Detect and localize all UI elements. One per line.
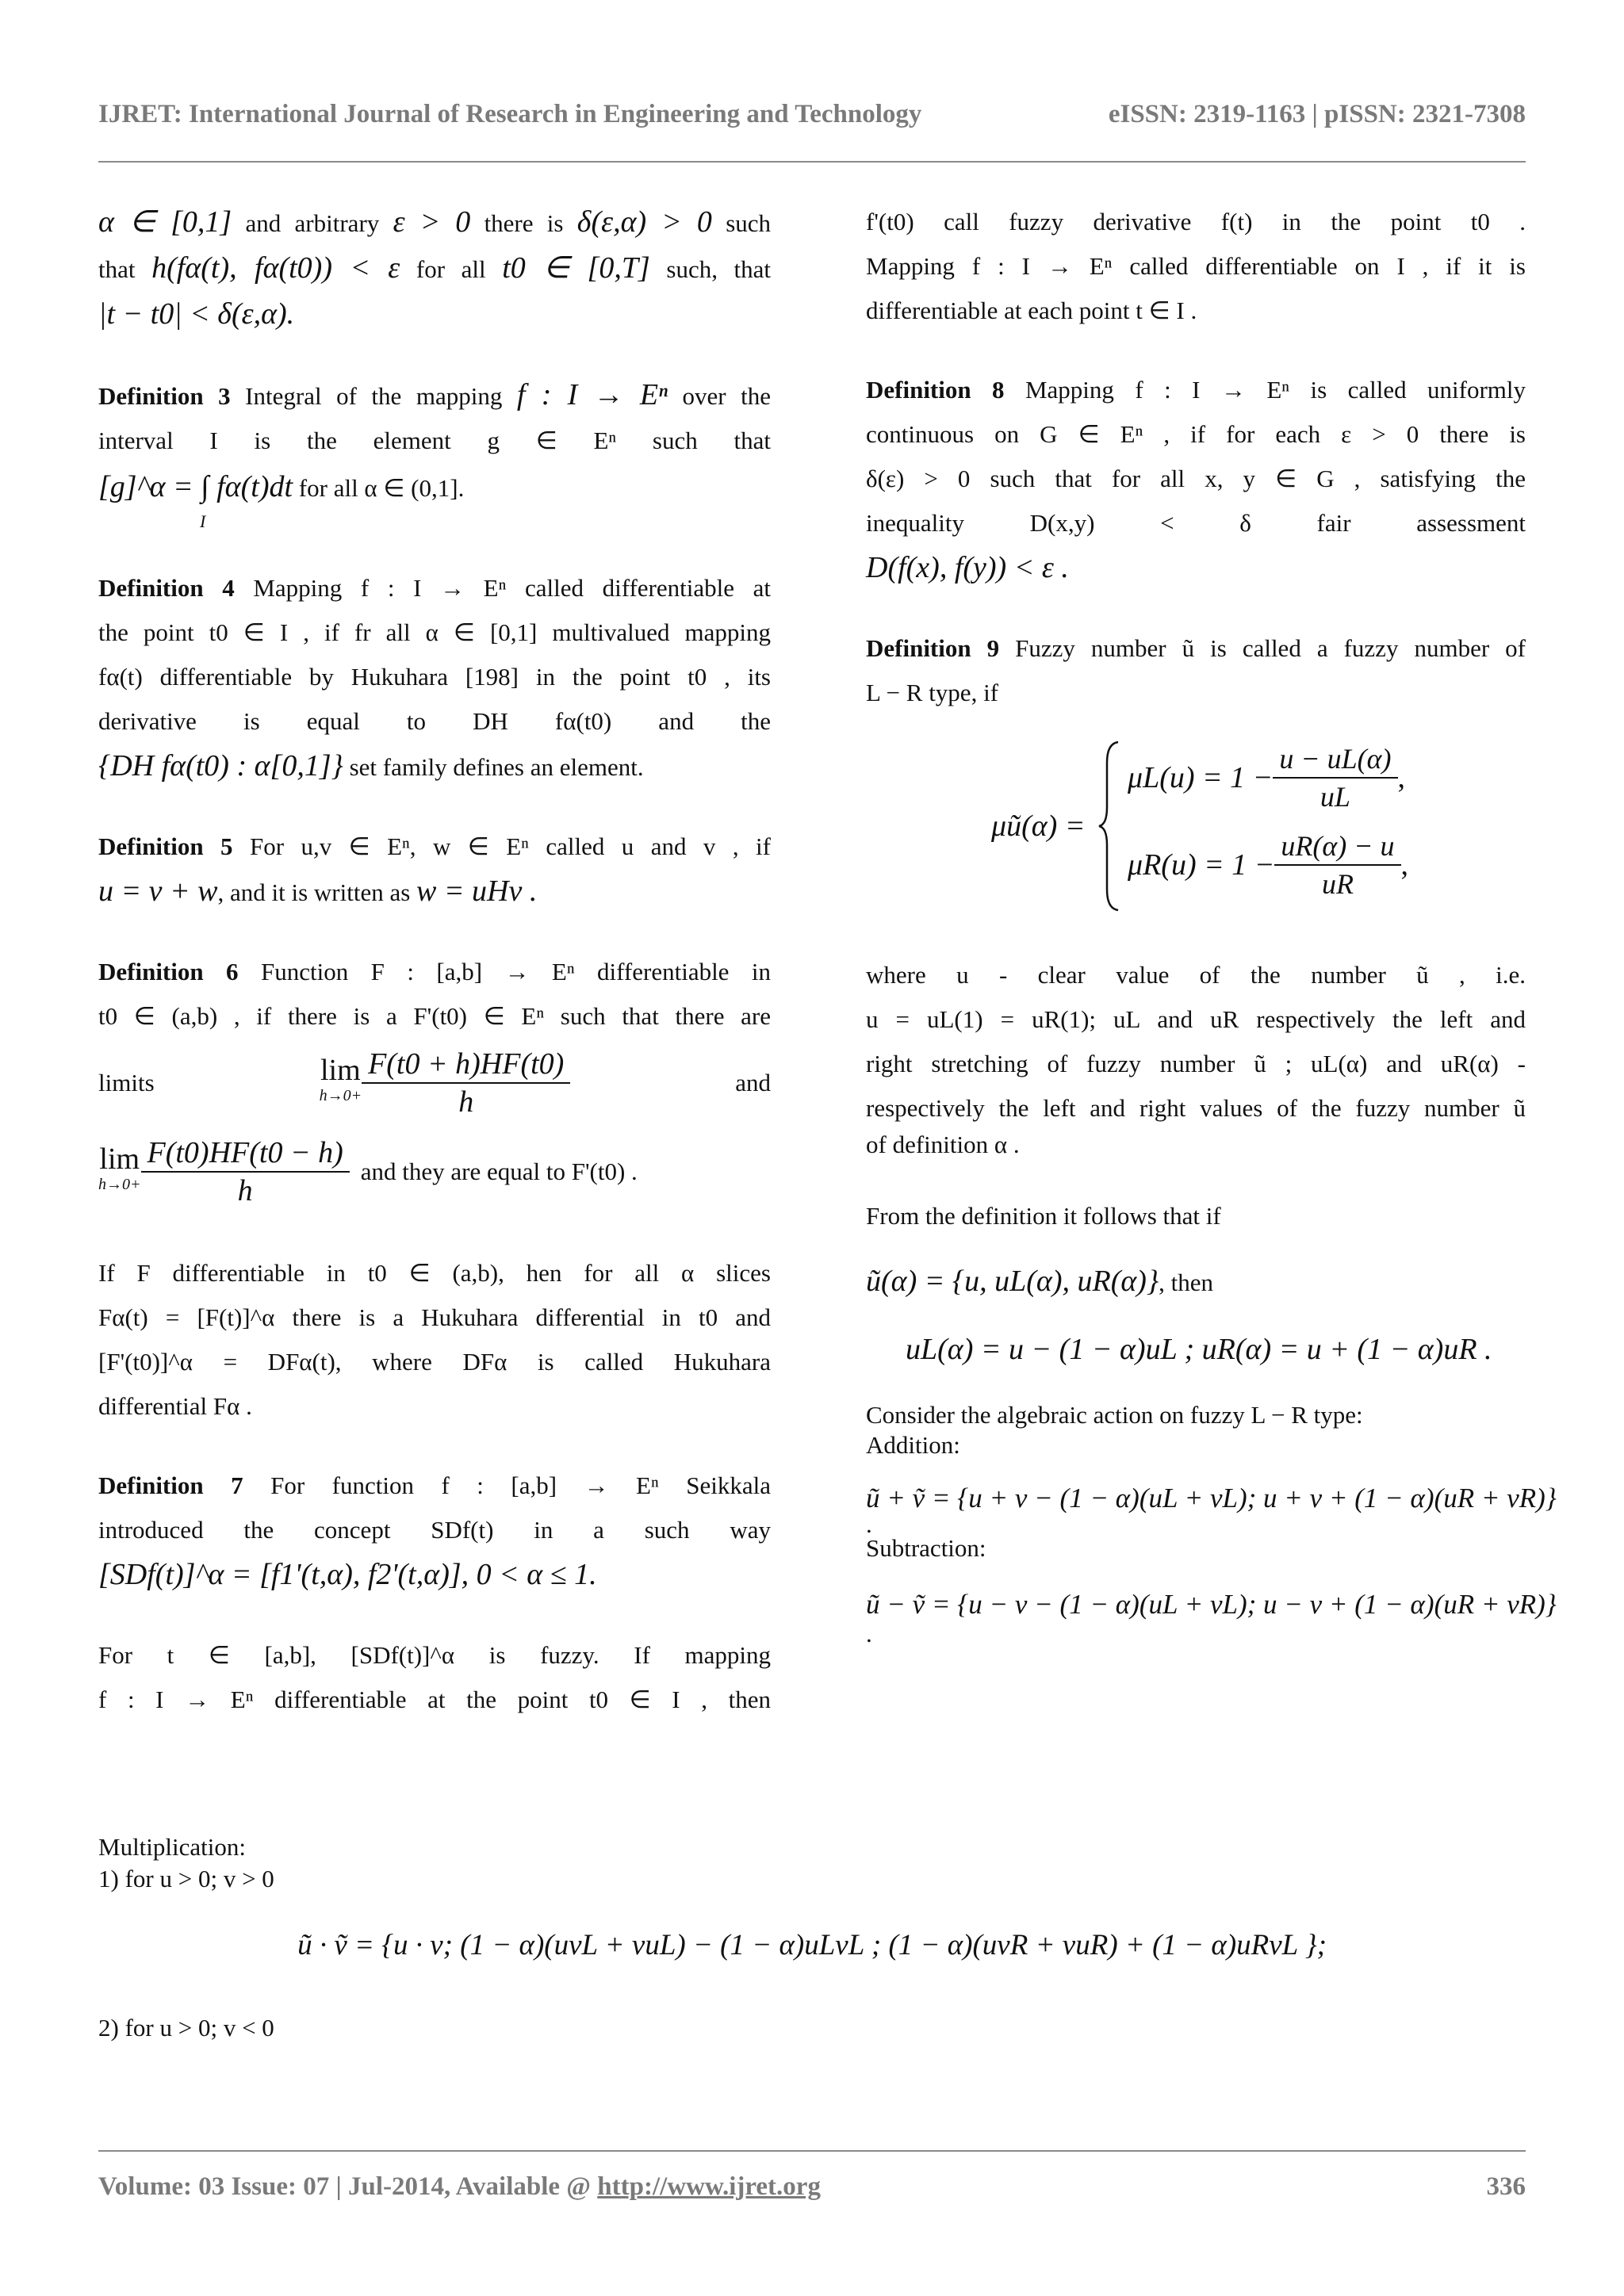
definition-9: Definition 9 Fuzzy number ũ is called a fuzzy number of L − R type, if [866,634,1526,706]
paragraph-hukuhara: If F differentiable in t0 ∈ (a,b), hen for all α slices Fα(t) = [F(t)]^α there is a Hukuhara differential in t0 and [F'(t0)]^α = DFα(t), where DFα is called Hukuhara differential Fα . [98,1259,771,1420]
right-column: f'(t0) call fuzzy derivative f(t) in the point t0 . Mapping f : I → Eⁿ called differentiable on I , if it is differentiable at each point t ∈ I . Definition 8 Mapping f : I → Eⁿ is called uniformly continuous on G ∈ Eⁿ , if for each ε > 0 there is δ(ε) > 0 such that for all x, y ∈ G , satisfying the inequality D(x,y) < δ fair assessment D(f(x), f(y)) < ε . Definition 9 Fuzzy number ũ is called a fuzzy number of L − R type, if μũ(α) = μL(u) = 1 − $\frac{u - uL(\alpha)}{uL}$ , μR(u) = 1 − $\frac{uR(\alpha) - u}{uR}$ , where u - clear value of the number ũ , i.e. u = uL(1) = uR(1); uL and uR respectively the left and right stretching of fuzzy number ũ ; uL(α) and uR(α) - respectively the left and right values of the fuzzy number ũ of definition α . From the definition it follows that if ũ(α) = {u, uL(α), uR(α)}, then uL(α) = u − (1 − α)uL ; uR(α) = u + (1 − α)uR . Consider the algebraic action on fuzzy L − R type: Addition: ũ + ṽ = {u + v − (1 − α)(uL + vL); u + v + (1 − α)(uR + vR)} . Subtraction: ũ − ṽ = {u − v − (1 − α)(uL + vL); u − v + (1 − α)(uR + vR)} . [866,200,1526,1646]
definition-3: Definition 3 Integral of the mapping f : I → Eⁿ over the interval I is the element g ∈ Eⁿ such that [g]^α = ∫ fα(t)dt for all α ∈ (0,1]. I [98,378,772,531]
definition-4: Definition 4 Mapping f : I → Eⁿ called differentiable at the point t0 ∈ I , if fr all α ∈ [0,1] multivalued mapping fα(t) differentiable by Hukuhara [198] in the point t0 , its derivative is equal to DH fα(t0) and the {DH fα(t0) : α[0,1]} set family defines an element. [98,574,771,783]
issn-text: eISSN: 2319-1163 | pISSN: 2321-7308 [1108,100,1526,128]
limit-right: limits lim h→0+ $\frac{F(t0 + h)HF(t0)}{h}$ and [98,1047,771,1119]
subtraction-label: Subtraction: [866,1534,986,1562]
definition-6: Definition 6 Function F : [a,b] → Eⁿ differentiable in t0 ∈ (a,b) , if there is a F'(t0) ∈ Eⁿ such that there are limits lim h→0+ $\frac{F(t0 + h)HF(t0)}{h}$ and lim h→0+ $\frac{F(t0)HF(t0 - h)}{h}$ and they are equal to F'(t0) . [98,950,771,1216]
case-1: 1) for u > 0; v > 0 [98,1865,274,1892]
definition-7: Definition 7 For function f : [a,b] → Eⁿ Seikkala introduced the concept SDf(t) in a such way [SDf(t)]^α = [f1'(t,α), f2'(t,α)], 0 < α ≤ 1. [98,1471,771,1591]
consider-line: Consider the algebraic action on fuzzy L − R type: [866,1401,1363,1429]
definition-8: Definition 8 Mapping f : I → Eⁿ is called uniformly continuous on G ∈ Eⁿ , if for each ε > 0 there is δ(ε) > 0 such that for all x, y ∈ G , satisfying the inequality D(x,y) < δ fair assessment D(f(x), f(y)) < ε . [866,376,1526,584]
multiplication-equation: ũ · ṽ = {u · v; (1 − α)(uvL + vuL) − (1 − α)uLvL ; (1 − α)(uvR + vuR) + (1 − α)uRvL }; [297,1929,1327,1961]
addition-equation: ũ + ṽ = {u + v − (1 − α)(uL + vL); u + v + (1 − α)(uR + vR)} [866,1483,1557,1513]
subtraction-equation: ũ − ṽ = {u − v − (1 − α)(uL + vL); u − v + (1 − α)(uR + vR)} [866,1589,1557,1620]
journal-link[interactable]: http://www.ijret.org [597,2172,821,2201]
paragraph-seikkala: For t ∈ [a,b], [SDf(t)]^α is fuzzy. If mapping f : I → Eⁿ differentiable at the point t0 ∈ I , then [98,1641,771,1713]
journal-title: IJRET: International Journal of Research in Engineering and Technology [98,100,922,128]
limit-left: lim h→0+ $\frac{F(t0)HF(t0 - h)}{h}$ and they are equal to F'(t0) . [98,1136,638,1207]
header-rule [98,161,1526,163]
case-2: 2) for u > 0; v < 0 [98,2014,274,2042]
addition-label: Addition: [866,1431,960,1459]
paragraph-where: where u - clear value of the number ũ , i.e. u = uL(1) = uR(1); uL and uR respectively the left and right stretching of fuzzy number ũ ; uL(α) and uR(α) - respectively the left and right values of the fuzzy number ũ of definition α . [866,961,1526,1158]
left-column [98,200,771,1722]
page-number: 336 [1486,2172,1526,2201]
paragraph-fuzzy-derivative: f'(t0) call fuzzy derivative f(t) in the point t0 . Mapping f : I → Eⁿ called differentiable on I , if it is differentiable at each point t ∈ I . [866,208,1526,324]
paragraph-continuity: α ∈ [0,1] and arbitrary ε > 0 there is δ(ε,α) > 0 such that h(fα(t), fα(t0)) < ε for all t0 ∈ [0,T] such, that |t − t0| < δ(ε,α). [98,205,772,331]
left-brace-icon [1097,739,1121,913]
volume-text: Volume: 03 Issue: 07 | Jul-2014, Available @ [98,2172,592,2201]
ul-ur-equation: uL(α) = u − (1 − α)uL ; uR(α) = u + (1 − α)uR . [906,1333,1492,1366]
multiplication-label: Multiplication: [98,1833,246,1861]
from-definition: From the definition it follows that if [866,1202,1221,1230]
definition-5: Definition 5 For u,v ∈ Eⁿ, w ∈ Eⁿ called u and v , if u = v + w, and it is written as w = uHv . [98,832,771,908]
multiplication-section [98,1831,1526,2044]
footer-rule [98,2150,1526,2152]
tuple-line: ũ(α) = {u, uL(α), uR(α)}, then [866,1265,1214,1298]
membership-equation: μũ(α) = μL(u) = 1 − $\frac{u - uL(\alpha)}{uL}$ , μR(u) = 1 − $\frac{uR(\alpha) - u}{uR}$ , [866,731,1526,921]
